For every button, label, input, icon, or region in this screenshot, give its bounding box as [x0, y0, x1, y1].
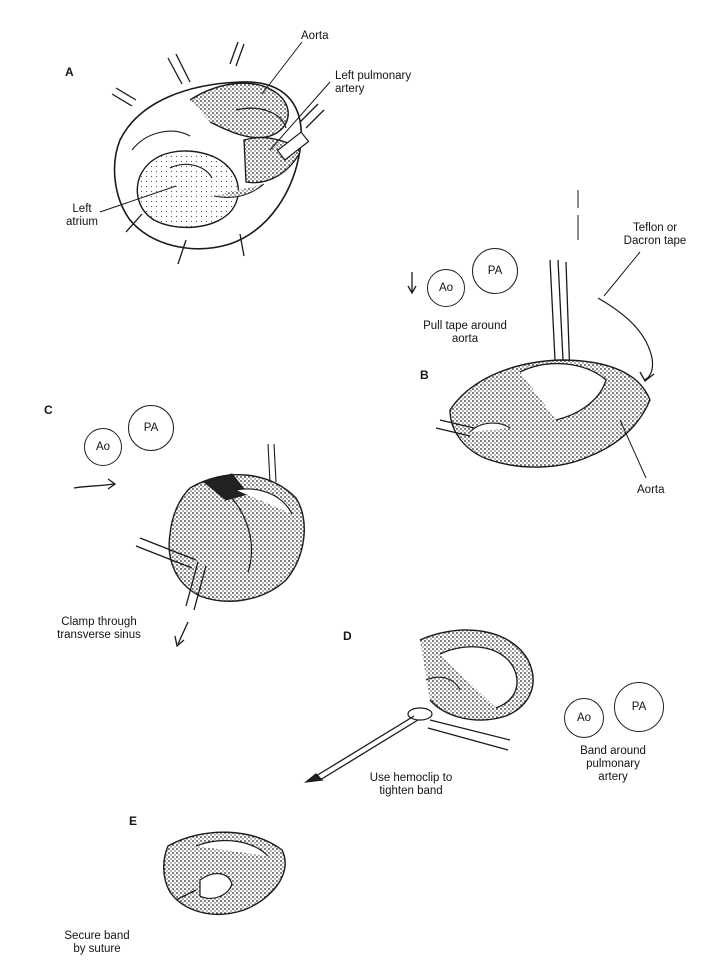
label-left-atrium: Left atrium — [66, 203, 98, 228]
circle-ao-c: Ao — [84, 428, 122, 466]
label-band-around: Band around pulmonary artery — [580, 745, 646, 783]
panel-e-letter: E — [129, 814, 138, 828]
label-teflon-tape: Teflon or Dacron tape — [623, 222, 687, 247]
circle-pa-b: PA — [472, 248, 518, 294]
label-left-pulmonary-artery: Left pulmonary artery — [335, 70, 412, 95]
panel-d-letter: D — [343, 629, 352, 643]
circle-ao-b: Ao — [427, 269, 465, 307]
panel-e-drawing — [164, 832, 285, 914]
circle-pa-d: PA — [614, 682, 664, 732]
circle-pa-c: PA — [128, 405, 174, 451]
label-aorta-b: Aorta — [637, 484, 665, 496]
label-clamp: Clamp through transverse sinus — [57, 616, 141, 641]
panel-c-letter: C — [44, 403, 53, 417]
panel-d-drawing — [306, 630, 533, 782]
label-aorta-a: Aorta — [301, 30, 329, 42]
panel-b-letter: B — [420, 368, 429, 382]
panel-a-letter: A — [65, 65, 74, 79]
circle-ao-d: Ao — [564, 698, 604, 738]
label-pull-tape: Pull tape around aorta — [423, 320, 507, 345]
label-hemoclip: Use hemoclip to tighten band — [369, 772, 453, 797]
label-secure-band: Secure band by suture — [64, 930, 130, 955]
panel-a-drawing — [100, 42, 330, 264]
